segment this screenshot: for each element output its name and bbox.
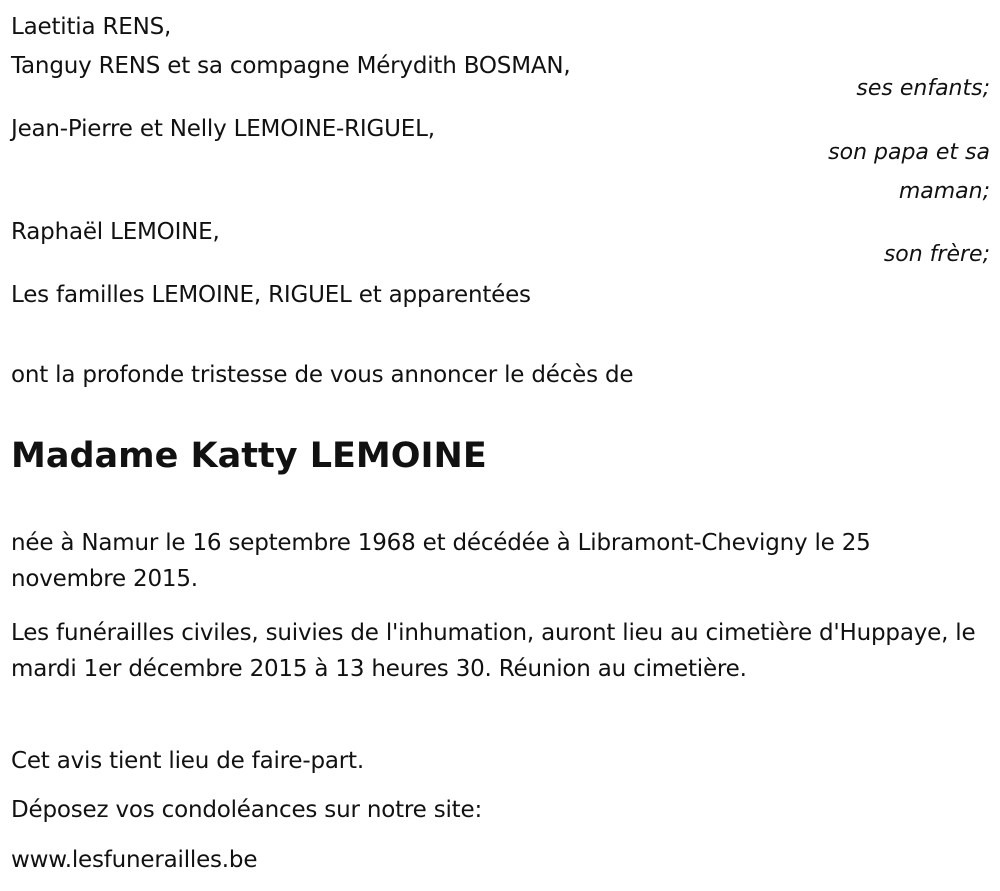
notice-text: Cet avis tient lieu de faire-part.	[11, 748, 364, 774]
condolences-prompt: Déposez vos condoléances sur notre site:	[11, 797, 482, 823]
relation-label: ses enfants;	[856, 76, 990, 101]
family-member-name: Laetitia RENS,	[11, 14, 172, 40]
birth-death-info: née à Namur le 16 septembre 1968 et décédée à Libramont-Chevigny le 25 novembre 2015.	[11, 530, 871, 592]
funeral-info: Les funérailles civiles, suivies de l'inhumation, auront lieu au cimetière d'Huppaye, le mardi 1er décembre 2015 à 13 heures 30. Réunion au cimetière.	[11, 620, 976, 682]
family-member-name: Les familles LEMOINE, RIGUEL et apparentées	[11, 282, 531, 308]
family-member-name: Jean-Pierre et Nelly LEMOINE-RIGUEL,	[11, 116, 435, 142]
family-member-name: Raphaël LEMOINE,	[11, 219, 220, 245]
deceased-name: Madame Katty LEMOINE	[11, 436, 487, 476]
website-link[interactable]: www.lesfunerailles.be	[11, 847, 258, 873]
family-member-name: Tanguy RENS et sa compagne Mérydith BOSMAN,	[11, 53, 571, 79]
relation-label: maman;	[898, 179, 990, 204]
relation-label: son frère;	[883, 242, 990, 267]
announcement-intro: ont la profonde tristesse de vous annoncer le décès de	[11, 362, 634, 388]
relation-label: son papa et sa	[828, 140, 990, 165]
